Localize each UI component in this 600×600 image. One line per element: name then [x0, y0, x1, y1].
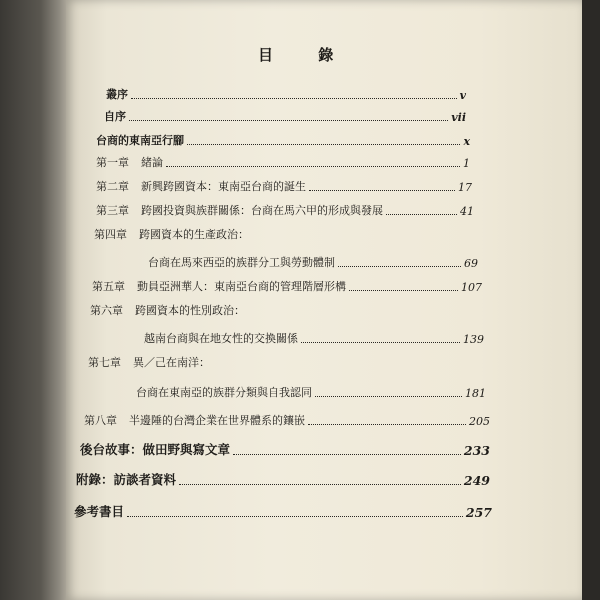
- toc-entry: [96, 200, 474, 218]
- dot-leader: [308, 424, 466, 425]
- toc-entry-label: 台商在馬來西亞的族群分工與勞動體制: [148, 256, 335, 269]
- toc-entry: [96, 130, 470, 148]
- toc-entry: [136, 382, 486, 400]
- toc-entry: [76, 470, 490, 488]
- dot-leader: [233, 454, 461, 455]
- toc-entry: [106, 84, 466, 102]
- toc-entry-page: 41: [460, 205, 474, 218]
- dot-leader: [127, 516, 463, 517]
- toc-entry: [104, 106, 466, 124]
- toc-entry-page: 233: [463, 443, 490, 458]
- dot-leader: [315, 396, 462, 397]
- toc-entry-label: 跨國資本的性別政治：: [135, 304, 245, 317]
- toc-entry: [74, 502, 492, 520]
- toc-chapter-number: 第四章: [94, 228, 127, 241]
- toc-entry-label: 台商的東南亞行腳: [96, 134, 184, 147]
- toc-entry: [144, 328, 484, 346]
- dot-leader: [129, 120, 448, 121]
- toc-entry-label: 緒論: [141, 156, 163, 169]
- dot-leader: [309, 190, 455, 191]
- toc-entry: [88, 352, 388, 370]
- dot-leader: [187, 144, 460, 145]
- dot-leader: [179, 484, 461, 485]
- toc-entry-label: 後台故事：做田野與寫文章: [80, 442, 231, 457]
- toc-entry-label: 跨國投資與族群關係：台商在馬六甲的形成與發展: [141, 204, 383, 217]
- toc-entry-page: 17: [458, 181, 472, 194]
- toc-entry-page: 69: [464, 257, 478, 270]
- dot-leader: [131, 98, 457, 99]
- toc-entry-page: 257: [465, 505, 492, 520]
- toc-entry-label: 半邊陲的台灣企業在世界體系的鑲嵌: [129, 414, 305, 427]
- toc-entry-label: 跨國資本的生產政治：: [139, 228, 249, 241]
- book-binding: [0, 0, 74, 600]
- toc-entry-page: 139: [463, 333, 484, 346]
- toc-entry-label: 台商在東南亞的族群分類與自我認同: [136, 386, 312, 399]
- toc-entry-page: v: [459, 89, 466, 102]
- toc-entry: [94, 224, 394, 242]
- toc-entry-label: 叢序: [106, 88, 128, 101]
- toc-entry-label: 越南台商與在地女性的交換關係: [144, 332, 298, 345]
- toc-entry-page: x: [463, 135, 470, 148]
- toc-chapter-number: 第三章: [96, 204, 129, 217]
- toc-chapter-number: 第二章: [96, 180, 129, 193]
- toc-entry-label: 參考書目: [74, 504, 125, 519]
- page-title: 目 錄: [258, 46, 354, 64]
- toc-entry-label: 新興跨國資本：東南亞台商的誕生: [141, 180, 306, 193]
- toc-entry-label: 動員亞洲華人：東南亞台商的管理階層形構: [137, 280, 346, 293]
- toc-entry-page: 1: [463, 157, 470, 170]
- toc-entry: [148, 252, 478, 270]
- toc-entry-label: 附錄：訪談者資料: [76, 472, 177, 487]
- toc-entry-page: 181: [465, 387, 486, 400]
- dot-leader: [349, 290, 458, 291]
- toc-chapter-number: 第一章: [96, 156, 129, 169]
- dot-leader: [386, 214, 457, 215]
- dot-leader: [166, 166, 460, 167]
- toc-chapter-number: 第八章: [84, 414, 117, 427]
- toc-entry-page: vii: [451, 111, 466, 124]
- toc-chapter-number: 第六章: [90, 304, 123, 317]
- toc-entry: [92, 276, 482, 294]
- dot-leader: [301, 342, 460, 343]
- toc-entry: [96, 152, 470, 170]
- toc-entry: [84, 410, 490, 428]
- toc-entry: [90, 300, 390, 318]
- toc-entry-label: 異／己在南洋：: [133, 356, 210, 369]
- toc-chapter-number: 第五章: [92, 280, 125, 293]
- toc-entry: [96, 176, 472, 194]
- toc-chapter-number: 第七章: [88, 356, 121, 369]
- toc-entry-page: 107: [461, 281, 482, 294]
- toc-entry-page: 205: [469, 415, 490, 428]
- toc-entry-label: 自序: [104, 110, 126, 123]
- toc-entry-page: 249: [463, 473, 490, 488]
- dot-leader: [338, 266, 461, 267]
- toc-entry: [80, 440, 490, 458]
